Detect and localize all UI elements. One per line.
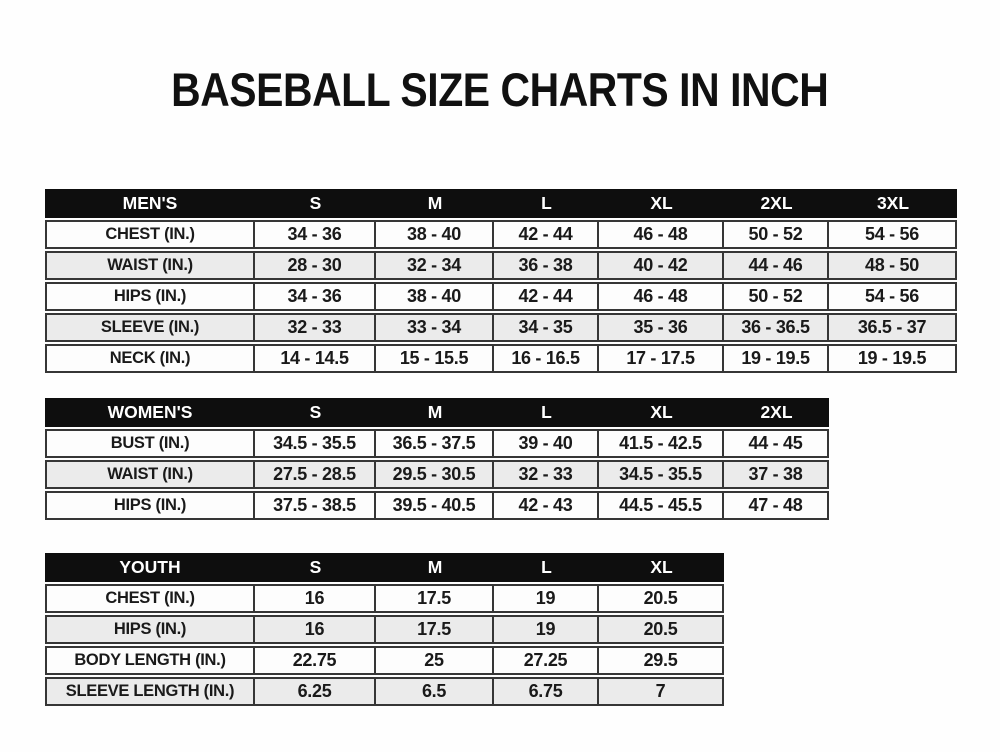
- mens-row-label: WAIST (IN.): [45, 251, 255, 280]
- mens-value-cell: 44 - 46: [724, 251, 829, 280]
- mens-header-row: [45, 189, 957, 218]
- youth-value-cell: 20.5: [599, 584, 724, 613]
- youth-size-table: [45, 553, 724, 708]
- youth-data-row: [45, 677, 724, 706]
- mens-value-cell: 38 - 40: [376, 220, 494, 249]
- mens-value-cell: 54 - 56: [829, 220, 957, 249]
- womens-value-cell: 32 - 33: [494, 460, 599, 489]
- womens-data-row: [45, 491, 829, 520]
- youth-size-header-l: L: [541, 557, 552, 577]
- youth-row-label: CHEST (IN.): [45, 584, 255, 613]
- mens-size-table: [45, 189, 957, 375]
- youth-value-cell: 19: [494, 615, 599, 644]
- youth-data-row: [45, 615, 724, 644]
- womens-size-header-l: L: [541, 402, 552, 422]
- womens-size-header-m: M: [427, 402, 443, 422]
- womens-data-row: [45, 460, 829, 489]
- mens-row-label: CHEST (IN.): [45, 220, 255, 249]
- youth-value-cell: 7: [599, 677, 724, 706]
- womens-value-cell: 34.5 - 35.5: [599, 460, 724, 489]
- mens-value-cell: 48 - 50: [829, 251, 957, 280]
- youth-value-cell: 16: [255, 584, 376, 613]
- mens-row-label: NECK (IN.): [45, 344, 255, 373]
- mens-value-cell: 19 - 19.5: [829, 344, 957, 373]
- youth-value-cell: 20.5: [599, 615, 724, 644]
- mens-value-cell: 50 - 52: [724, 282, 829, 311]
- youth-row-label: SLEEVE LENGTH (IN.): [45, 677, 255, 706]
- mens-value-cell: 46 - 48: [599, 282, 724, 311]
- mens-size-header-m: M: [427, 193, 443, 213]
- womens-size-header-s: S: [309, 402, 322, 422]
- mens-value-cell: 50 - 52: [724, 220, 829, 249]
- womens-value-cell: 44 - 45: [724, 429, 829, 458]
- mens-value-cell: 34 - 36: [255, 220, 376, 249]
- womens-value-cell: 42 - 43: [494, 491, 599, 520]
- youth-data-row: [45, 584, 724, 613]
- youth-value-cell: 25: [376, 646, 494, 675]
- youth-value-cell: 17.5: [376, 584, 494, 613]
- womens-row-label: HIPS (IN.): [45, 491, 255, 520]
- womens-header-row: [45, 398, 829, 427]
- mens-data-row: [45, 344, 957, 373]
- mens-value-cell: 14 - 14.5: [255, 344, 376, 373]
- youth-header-row: [45, 553, 724, 582]
- youth-size-header-xl: XL: [650, 557, 673, 577]
- mens-row-label: HIPS (IN.): [45, 282, 255, 311]
- mens-value-cell: 15 - 15.5: [376, 344, 494, 373]
- womens-row-label: WAIST (IN.): [45, 460, 255, 489]
- youth-row-label: BODY LENGTH (IN.): [45, 646, 255, 675]
- mens-value-cell: 36 - 36.5: [724, 313, 829, 342]
- mens-value-cell: 34 - 35: [494, 313, 599, 342]
- page-title: [0, 62, 1000, 117]
- mens-value-cell: 54 - 56: [829, 282, 957, 311]
- womens-value-cell: 37 - 38: [724, 460, 829, 489]
- mens-value-cell: 36 - 38: [494, 251, 599, 280]
- mens-value-cell: 28 - 30: [255, 251, 376, 280]
- mens-row-label: SLEEVE (IN.): [45, 313, 255, 342]
- womens-size-table: [45, 398, 829, 522]
- mens-value-cell: 19 - 19.5: [724, 344, 829, 373]
- womens-value-cell: 29.5 - 30.5: [376, 460, 494, 489]
- youth-value-cell: 19: [494, 584, 599, 613]
- youth-value-cell: 6.25: [255, 677, 376, 706]
- mens-size-header-2xl: 2XL: [760, 193, 793, 213]
- youth-data-row: [45, 646, 724, 675]
- womens-value-cell: 44.5 - 45.5: [599, 491, 724, 520]
- mens-value-cell: 46 - 48: [599, 220, 724, 249]
- mens-value-cell: 42 - 44: [494, 282, 599, 311]
- womens-size-header-xl: XL: [650, 402, 673, 422]
- womens-value-cell: 39 - 40: [494, 429, 599, 458]
- page-title-text: BASEBALL SIZE CHARTS IN INCH: [171, 63, 829, 116]
- youth-value-cell: 6.5: [376, 677, 494, 706]
- womens-size-header-2xl: 2XL: [760, 402, 793, 422]
- mens-value-cell: 33 - 34: [376, 313, 494, 342]
- youth-value-cell: 22.75: [255, 646, 376, 675]
- mens-data-row: [45, 251, 957, 280]
- youth-group-label: YOUTH: [119, 557, 181, 577]
- mens-value-cell: 42 - 44: [494, 220, 599, 249]
- youth-size-header-s: S: [309, 557, 322, 577]
- womens-value-cell: 39.5 - 40.5: [376, 491, 494, 520]
- womens-value-cell: 37.5 - 38.5: [255, 491, 376, 520]
- mens-value-cell: 34 - 36: [255, 282, 376, 311]
- mens-value-cell: 16 - 16.5: [494, 344, 599, 373]
- mens-value-cell: 32 - 33: [255, 313, 376, 342]
- mens-size-header-s: S: [309, 193, 322, 213]
- mens-value-cell: 38 - 40: [376, 282, 494, 311]
- youth-value-cell: 29.5: [599, 646, 724, 675]
- mens-value-cell: 36.5 - 37: [829, 313, 957, 342]
- womens-row-label: BUST (IN.): [45, 429, 255, 458]
- womens-value-cell: 27.5 - 28.5: [255, 460, 376, 489]
- womens-group-label: WOMEN'S: [107, 402, 193, 422]
- youth-value-cell: 27.25: [494, 646, 599, 675]
- womens-value-cell: 47 - 48: [724, 491, 829, 520]
- mens-data-row: [45, 220, 957, 249]
- womens-value-cell: 41.5 - 42.5: [599, 429, 724, 458]
- mens-value-cell: 35 - 36: [599, 313, 724, 342]
- youth-value-cell: 16: [255, 615, 376, 644]
- mens-group-label: MEN'S: [122, 193, 178, 213]
- youth-value-cell: 6.75: [494, 677, 599, 706]
- mens-size-header-xl: XL: [650, 193, 673, 213]
- mens-value-cell: 32 - 34: [376, 251, 494, 280]
- mens-data-row: [45, 313, 957, 342]
- youth-row-label: HIPS (IN.): [45, 615, 255, 644]
- mens-size-header-l: L: [541, 193, 552, 213]
- womens-value-cell: 34.5 - 35.5: [255, 429, 376, 458]
- mens-size-header-3xl: 3XL: [876, 193, 910, 213]
- womens-data-row: [45, 429, 829, 458]
- mens-value-cell: 17 - 17.5: [599, 344, 724, 373]
- womens-value-cell: 36.5 - 37.5: [376, 429, 494, 458]
- youth-size-header-m: M: [427, 557, 443, 577]
- youth-value-cell: 17.5: [376, 615, 494, 644]
- mens-data-row: [45, 282, 957, 311]
- mens-value-cell: 40 - 42: [599, 251, 724, 280]
